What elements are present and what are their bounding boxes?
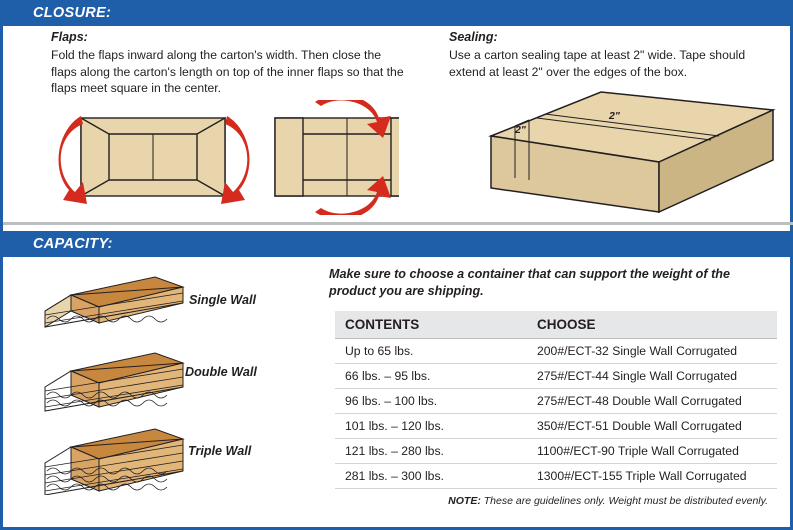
double-wall-label: Double Wall: [185, 365, 257, 379]
cell-choose: 350#/ECT-51 Double Wall Corrugated: [523, 414, 777, 439]
cell-contents: 281 lbs. – 300 lbs.: [335, 464, 523, 489]
wall-types-illustration: [37, 265, 197, 500]
table-note-label: NOTE:: [448, 495, 481, 507]
carton-open-flaps-icon: [81, 118, 225, 196]
tape-width-label-top: 2": [609, 110, 620, 122]
tape-width-label-left: 2": [515, 124, 526, 136]
table-note-text: These are guidelines only. Weight must be distributed evenly.: [480, 495, 768, 507]
cell-contents: 66 lbs. – 95 lbs.: [335, 364, 523, 389]
cell-choose: 275#/ECT-48 Double Wall Corrugated: [523, 389, 777, 414]
sealing-illustration: [483, 88, 783, 223]
sealing-body: Use a carton sealing tape at least 2" wide. Tape should extend at least 2" over the edges of the box.: [449, 48, 746, 79]
capacity-table: [335, 311, 777, 489]
single-wall-label: Single Wall: [189, 293, 256, 307]
flaps-body: Fold the flaps inward along the carton's width. Then close the flaps along the carton's length on top of the inner flaps so that the flaps meet square in the center.: [51, 48, 404, 95]
cell-contents: 121 lbs. – 280 lbs.: [335, 439, 523, 464]
table-row: [335, 389, 777, 414]
cell-contents: Up to 65 lbs.: [335, 339, 523, 364]
closure-section-header: CLOSURE:: [3, 0, 793, 26]
cell-choose: 275#/ECT-44 Single Wall Corrugated: [523, 364, 777, 389]
flaps-text-block: [51, 30, 406, 97]
table-note: [448, 495, 768, 507]
flaps-heading: Flaps:: [51, 30, 88, 44]
cell-choose: 1100#/ECT-90 Triple Wall Corrugated: [523, 439, 777, 464]
capacity-intro-text: Make sure to choose a container that can support the weight of the product you are shipping.: [329, 267, 730, 298]
table-row: [335, 364, 777, 389]
sealed-box-icon: [491, 92, 773, 212]
cell-contents: 96 lbs. – 100 lbs.: [335, 389, 523, 414]
capacity-table-body: [335, 339, 777, 489]
flaps-illustration: [49, 100, 399, 220]
double-wall-icon: [45, 353, 183, 411]
capacity-table-head: [335, 311, 777, 339]
section-divider: [3, 222, 793, 225]
triple-wall-icon: [45, 429, 183, 495]
column-header-contents: CONTENTS: [335, 311, 523, 339]
capacity-section-header: CAPACITY:: [3, 231, 793, 257]
table-row: [335, 339, 777, 364]
column-header-choose: CHOOSE: [523, 311, 777, 339]
sealing-heading: Sealing:: [449, 30, 498, 44]
table-row: [335, 414, 777, 439]
sealing-text-block: [449, 30, 779, 80]
single-wall-icon: [45, 277, 183, 327]
table-row: [335, 439, 777, 464]
cell-choose: 200#/ECT-32 Single Wall Corrugated: [523, 339, 777, 364]
triple-wall-label: Triple Wall: [188, 444, 252, 458]
cell-contents: 101 lbs. – 120 lbs.: [335, 414, 523, 439]
table-header-row: [335, 311, 777, 339]
cell-choose: 1300#/ECT-155 Triple Wall Corrugated: [523, 464, 777, 489]
table-row: [335, 464, 777, 489]
